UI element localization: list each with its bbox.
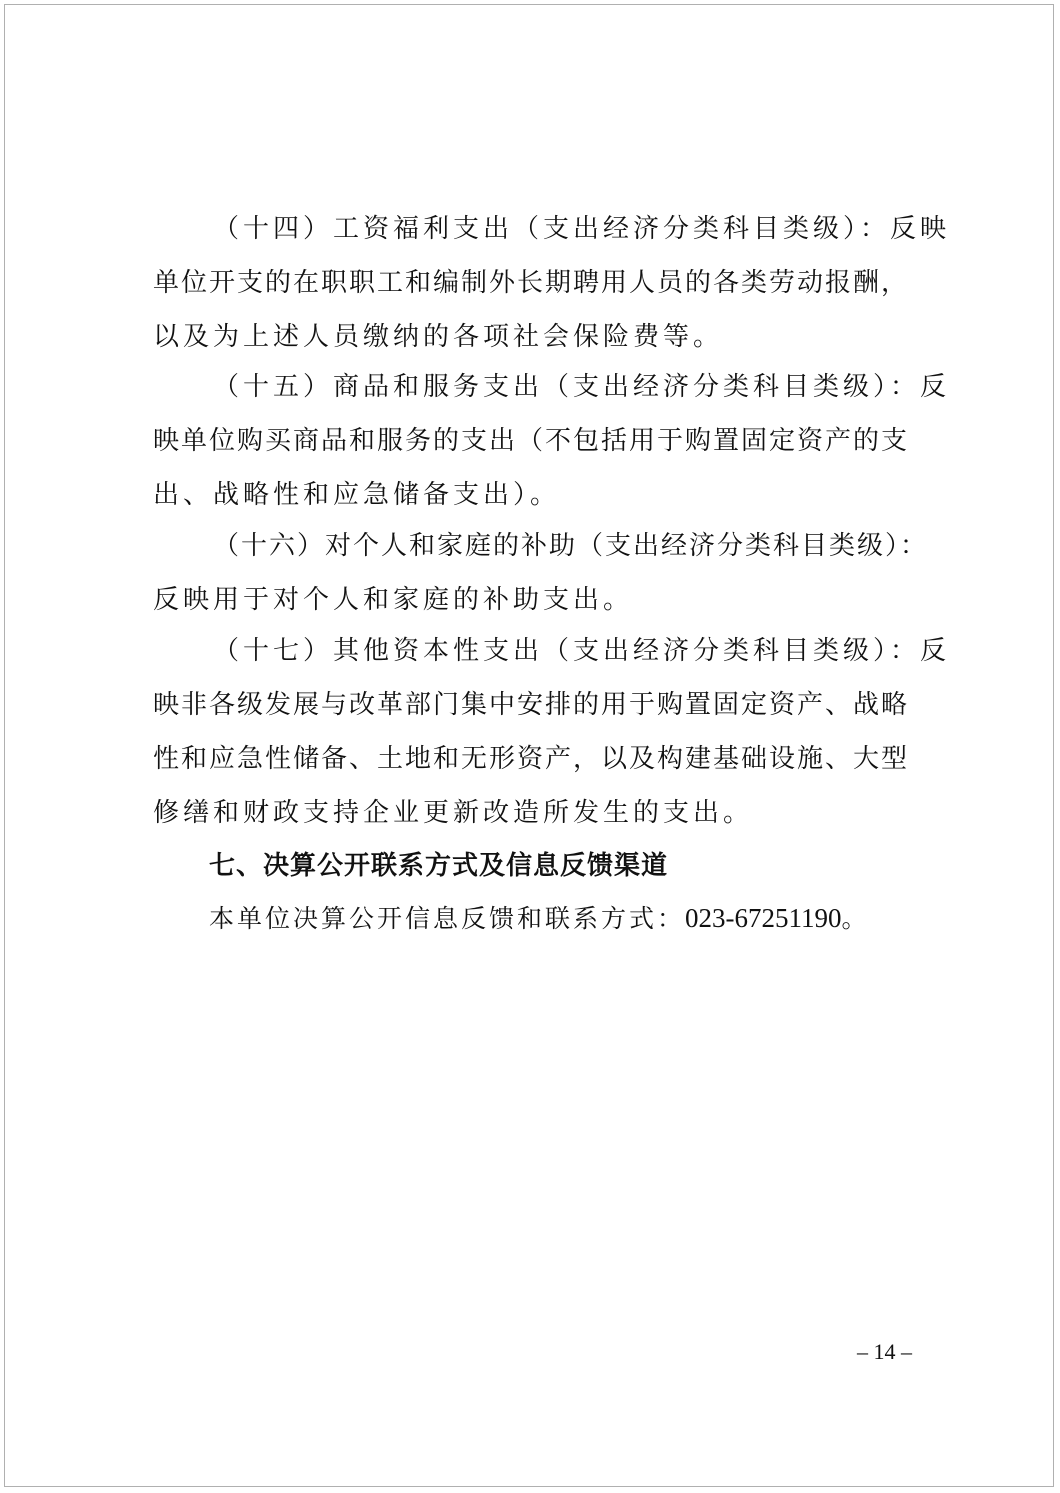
paragraph-line: （十七）其他资本性支出（支出经济分类科目类级）：反	[213, 636, 951, 666]
paragraph-other-capital	[153, 624, 951, 840]
paragraph-line: 修缮和财政支持企业更新改造所发生的支出。	[153, 798, 754, 828]
contact-phone: 023-67251190	[685, 903, 842, 933]
document-page	[4, 4, 1054, 1487]
contact-end: 。	[841, 904, 870, 933]
section-heading: 七、决算公开联系方式及信息反馈渠道	[209, 851, 669, 881]
contact-label: 本单位决算公开信息反馈和联系方式：	[209, 904, 686, 933]
paragraph-line: 出、战略性和应急储备支出）。	[153, 480, 561, 510]
paragraph-goods-services	[153, 360, 951, 522]
paragraph-line: 映单位购买商品和服务的支出（不包括用于购置固定资产的支	[153, 426, 910, 456]
paragraph-line: 性和应急性储备、土地和无形资产，以及构建基础设施、大型	[153, 744, 910, 774]
paragraph-line: （十五）商品和服务支出（支出经济分类科目类级）：反	[213, 372, 951, 402]
paragraph-line: （十四）工资福利支出（支出经济分类科目类级）：反映	[213, 214, 951, 244]
page-number: – 14 –	[857, 1339, 912, 1364]
paragraph-wage-welfare	[153, 202, 951, 364]
paragraph-line: 以及为上述人员缴纳的各项社会保险费等。	[153, 322, 724, 352]
paragraph-household-subsidy	[153, 519, 929, 627]
contact-line	[209, 891, 870, 946]
paragraph-line: 反映用于对个人和家庭的补助支出。	[153, 585, 634, 615]
paragraph-line: 映非各级发展与改革部门集中安排的用于购置固定资产、战略	[153, 690, 910, 720]
paragraph-line: 单位开支的在职职工和编制外长期聘用人员的各类劳动报酬，	[153, 268, 910, 298]
paragraph-line: （十六）对个人和家庭的补助（支出经济分类科目类级）：	[213, 531, 929, 561]
